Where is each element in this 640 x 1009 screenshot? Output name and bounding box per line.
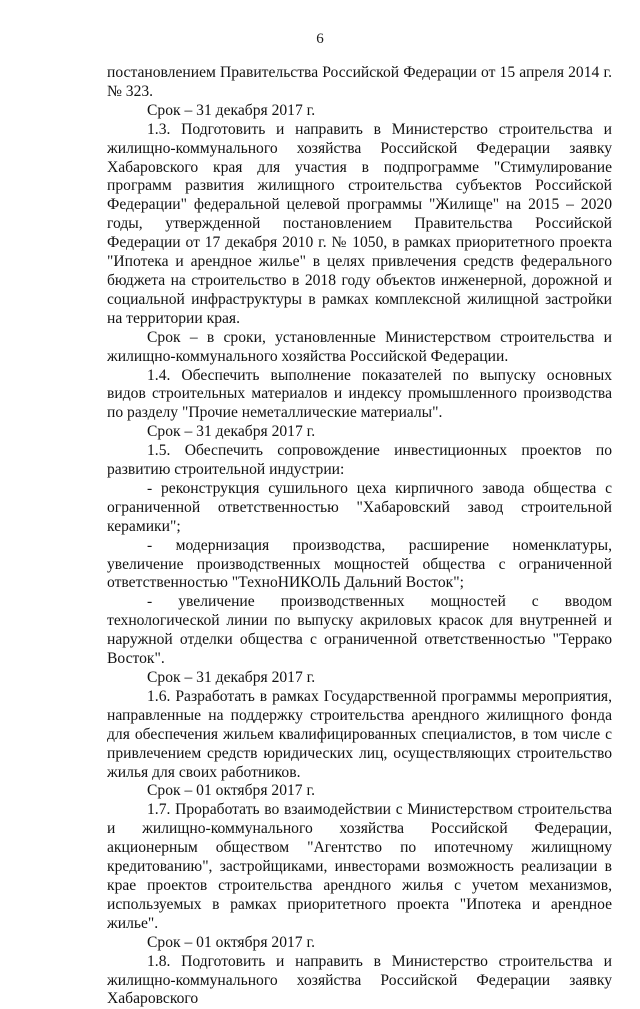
paragraph-continuation: постановлением Правительства Российской Федерации от 15 апреля 2014 г. № 323. xyxy=(107,64,612,100)
paragraph-item-1-4: 1.4. Обеспечить выполнение показателей по выпуску основных видов строительных материалов и индексу промышленного производства по разделу "Прочие неметаллические материалы". xyxy=(107,366,612,422)
paragraph-item-1-8: 1.8. Подготовить и направить в Министерство строительства и жилищно-коммунального хозяйства Российской Федерации заявку Хабаровского xyxy=(107,952,612,1008)
document-body xyxy=(107,64,612,1009)
deadline-line: Срок – 01 октября 2017 г. xyxy=(147,782,316,800)
list-item: - увеличение производственных мощностей с вводом технологической линии по выпуску акриловых красок для внутренней и наружной отделки общества с ограниченной ответственностью "Террако Восток". xyxy=(107,593,612,668)
deadline-line: Срок – 31 декабря 2017 г. xyxy=(147,101,316,119)
deadline-line: Срок – 01 октября 2017 г. xyxy=(147,933,316,951)
list-item: - модернизация производства, расширение номенклатуры, увеличение производственных мощностей общества с ограниченной ответственностью "ТехноНИКОЛЬ Дальний Восток"; xyxy=(107,536,612,592)
paragraph-item-1-6: 1.6. Разработать в рамках Государственной программы мероприятия, направленные на поддержку строительства арендного жилищного фонда для обеспечения жильем квалифицированных специалистов, в том числе с привлечением средств юридических лиц, осуществляющих строительство жилья для своих работников. xyxy=(107,687,612,781)
paragraph-item-1-3: 1.3. Подготовить и направить в Министерство строительства и жилищно-коммунального хозяйства Российской Федерации заявку Хабаровского края для участия в подпрограмме "Стимулирование программ развития жилищного строительства субъектов Российской Федерации" федеральной целевой программы "Жилище" на 2015 – 2020 годы, утвержденной постановлением Правительства Российской Федерации от 17 декабря 2010 г. № 1050, в рамках приоритетного проекта "Ипотека и арендное жилье" в целях привлечения средств федерального бюджета на строительство в 2018 году объектов инженерной, дорожной и социальной инфраструктуры в рамках комплексной жилищной застройки на территории края. xyxy=(107,120,612,327)
paragraph-item-1-5: 1.5. Обеспечить сопровождение инвестиционных проектов по развитию строительной индустрии: xyxy=(107,442,612,479)
deadline-line: Срок – 31 декабря 2017 г. xyxy=(147,423,316,441)
list-item: - реконструкция сушильного цеха кирпичного завода общества с ограниченной ответственностью "Хабаровский завод строительной керамики"; xyxy=(107,479,612,535)
paragraph-item-1-7: 1.7. Проработать во взаимодействии с Министерством строительства и жилищно-коммунального хозяйства Российской Федерации, акционерным обществом "Агентство по ипотечному жилищному кредитованию", застройщиками, инвесторами возможность реализации в крае проектов строительства арендного жилья с учетом механизмов, используемых в рамках приоритетного проекта "Ипотека и арендное жилье". xyxy=(107,801,612,932)
deadline-line: Срок – в сроки, установленные Министерством строительства и жилищно-коммунального хозяйства Российской Федерации. xyxy=(107,328,612,365)
deadline-line: Срок – 31 декабря 2017 г. xyxy=(147,669,316,686)
page-number: 6 xyxy=(316,31,324,47)
